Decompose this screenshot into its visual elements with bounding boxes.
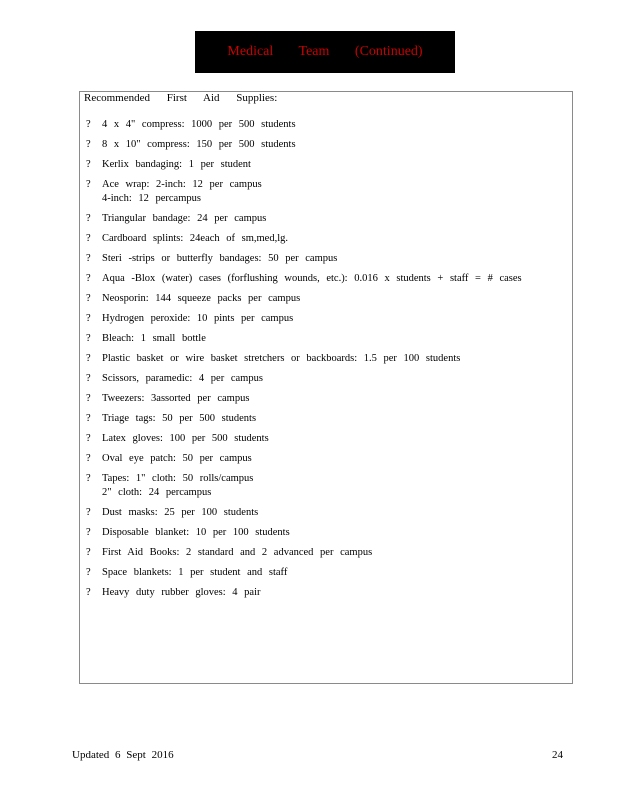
list-item-text-continued: 2" cloth: 24 percampus	[102, 487, 212, 498]
list-item	[80, 452, 570, 466]
bullet-icon: ?	[86, 119, 91, 130]
list-item	[80, 138, 570, 152]
list-item	[80, 372, 570, 386]
list-item-text: Tapes: 1" cloth: 50 rolls/campus	[102, 473, 254, 484]
list-item-text: Aqua -Blox (water) cases (forflushing wounds, etc.): 0.016 x students + staff = # cases	[102, 273, 522, 284]
list-item	[80, 352, 570, 366]
bullet-icon: ?	[86, 139, 91, 150]
footer-updated: Updated 6 Sept 2016	[72, 749, 174, 761]
bullet-icon: ?	[86, 373, 91, 384]
bullet-icon: ?	[86, 473, 91, 484]
list-item-text: Ace wrap: 2-inch: 12 per campus	[102, 179, 262, 190]
list-item	[80, 292, 570, 306]
list-item-text: Cardboard splints: 24each of sm,med,lg.	[102, 233, 289, 244]
page-number: 24	[552, 749, 563, 761]
list-item-text: Scissors, paramedic: 4 per campus	[102, 373, 263, 384]
list-item-text: Steri -strips or butterfly bandages: 50 per campus	[102, 253, 338, 264]
list-item	[80, 312, 570, 326]
list-item-text: Dust masks: 25 per 100 students	[102, 507, 259, 518]
bullet-icon: ?	[86, 353, 91, 364]
list-item-text: Oval eye patch: 50 per campus	[102, 453, 252, 464]
list-item	[80, 232, 570, 246]
list-item	[80, 212, 570, 226]
list-item-text: Neosporin: 144 squeeze packs per campus	[102, 293, 301, 304]
list-item-text-continued: 4-inch: 12 percampus	[102, 193, 201, 204]
list-item	[80, 546, 570, 560]
list-item-text: Tweezers: 3assorted per campus	[102, 393, 250, 404]
bullet-icon: ?	[86, 567, 91, 578]
list-item-text: Triangular bandage: 24 per campus	[102, 213, 267, 224]
bullet-icon: ?	[86, 253, 91, 264]
supplies-heading: Recommended First Aid Supplies:	[84, 92, 278, 104]
bullet-icon: ?	[86, 333, 91, 344]
bullet-icon: ?	[86, 587, 91, 598]
list-item-text: Hydrogen peroxide: 10 pints per campus	[102, 313, 294, 324]
list-item-text: Heavy duty rubber gloves: 4 pair	[102, 587, 261, 598]
bullet-icon: ?	[86, 313, 91, 324]
list-item-text: Space blankets: 1 per student and staff	[102, 567, 288, 578]
list-item	[80, 566, 570, 580]
bullet-icon: ?	[86, 547, 91, 558]
list-item-text: 4 x 4" compress: 1000 per 500 students	[102, 119, 296, 130]
list-item	[80, 526, 570, 540]
bullet-icon: ?	[86, 527, 91, 538]
list-item-text: Bleach: 1 small bottle	[102, 333, 206, 344]
bullet-icon: ?	[86, 453, 91, 464]
list-item-text: 8 x 10" compress: 150 per 500 students	[102, 139, 296, 150]
list-item	[80, 586, 570, 600]
bullet-icon: ?	[86, 179, 91, 190]
page-title-banner	[195, 31, 455, 73]
bullet-icon: ?	[86, 413, 91, 424]
list-item	[80, 158, 570, 172]
bullet-icon: ?	[86, 273, 91, 284]
list-item	[80, 272, 570, 286]
list-item	[80, 472, 570, 500]
list-item	[80, 252, 570, 266]
bullet-icon: ?	[86, 293, 91, 304]
supply-list	[80, 118, 570, 606]
list-item-text: Plastic basket or wire basket stretchers or backboards: 1.5 per 100 students	[102, 353, 461, 364]
bullet-icon: ?	[86, 233, 91, 244]
list-item-text: Disposable blanket: 10 per 100 students	[102, 527, 290, 538]
bullet-icon: ?	[86, 433, 91, 444]
supplies-box	[79, 91, 573, 684]
list-item	[80, 332, 570, 346]
list-item	[80, 432, 570, 446]
list-item-text: Latex gloves: 100 per 500 students	[102, 433, 269, 444]
list-item	[80, 118, 570, 132]
list-item	[80, 412, 570, 426]
list-item-text: First Aid Books: 2 standard and 2 advanced per campus	[102, 547, 373, 558]
bullet-icon: ?	[86, 507, 91, 518]
list-item-text: Kerlix bandaging: 1 per student	[102, 159, 251, 170]
bullet-icon: ?	[86, 213, 91, 224]
bullet-icon: ?	[86, 393, 91, 404]
page-title: Medical Team (Continued)	[227, 44, 423, 59]
list-item-text: Triage tags: 50 per 500 students	[102, 413, 257, 424]
list-item	[80, 392, 570, 406]
bullet-icon: ?	[86, 159, 91, 170]
list-item	[80, 178, 570, 206]
list-item	[80, 506, 570, 520]
